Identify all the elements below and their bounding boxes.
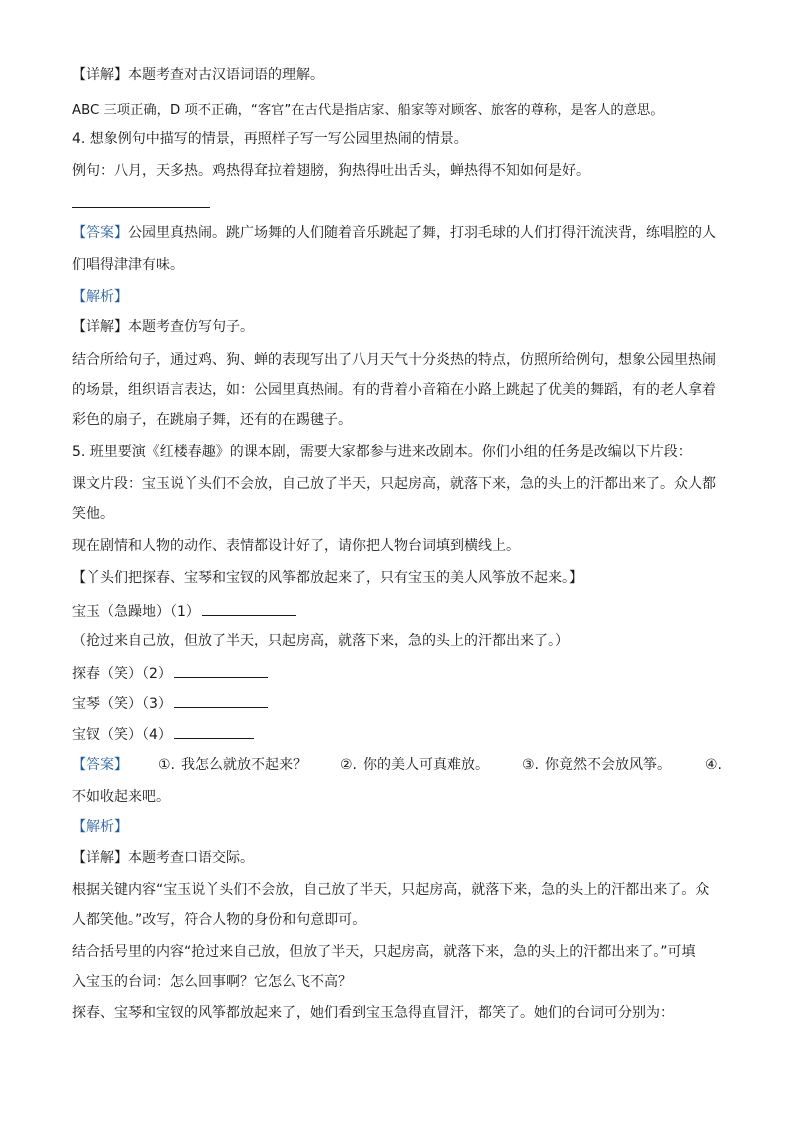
analysis-para-3: 彩色的扇子，在跳扇子舞，还有的在踢毽子。 <box>72 412 352 428</box>
analysis2-para-4: 入宝玉的台词：怎么回事啊？它怎么飞不高？ <box>72 974 352 990</box>
example-sentence: 例句：八月，天多热。鸡热得耷拉着翅膀，狗热得吐出舌头，蝉热得不知如何是好。 <box>72 163 590 179</box>
answer-label: 【答案】 <box>72 225 128 241</box>
analysis2-para-2: 人都笑他。”改写，符合人物的身份和句意即可。 <box>72 912 367 928</box>
line-baoqin: 宝琴（笑）（3） <box>72 693 732 713</box>
answer-line-5: 【答案】 ①. 我怎么就放不起来？ ②. 你的美人可真难放。 ③. 你竟然不会放风筝。 ④. <box>72 757 723 773</box>
answer-item-3: ③. 你竟然不会放风筝。 <box>522 757 672 773</box>
analysis2-para-1: 根据关键内容“宝玉说丫头们不会放，自己放了半天，只起房高，就落下来，急的头上的汗都出来了。众 <box>72 882 710 898</box>
detail-line-3: 【详解】本题考查口语交际。 <box>72 850 254 866</box>
text-excerpt-2: 笑他。 <box>72 506 114 522</box>
answer-line-1: 【答案】公园里真热闹。跳广场舞的人们随着音乐跳起了舞，打羽毛球的人们打得汗流浃背，练唱腔的人 <box>72 225 716 241</box>
analysis2-para-5: 探春、宝琴和宝钗的风筝都放起来了，她们看到宝玉急得直冒汗，都笑了。她们的台词可分别为： <box>72 1005 674 1021</box>
answer-item-4: ④. <box>705 757 723 773</box>
fill-blank-4[interactable] <box>174 724 254 739</box>
text-excerpt-1: 课文片段：宝玉说丫头们不会放，自己放了半天，只起房高，就落下来，急的头上的汗都出来了。众人都 <box>72 476 716 492</box>
instruction-line: 现在剧情和人物的动作、表情都设计好了，请你把人物台词填到横线上。 <box>72 538 520 554</box>
answer-blank-line <box>72 207 210 208</box>
stage-direction-1: 【丫头们把探春、宝琴和宝钗的风筝都放起来了，只有宝玉的美人风筝放不起来。】 <box>72 570 583 586</box>
question-4: 4. 想象例句中描写的情景，再照样子写一写公园里热闹的情景。 <box>72 131 468 147</box>
line-baoyu: 宝玉（急躁地）（1） <box>72 601 732 621</box>
stage-direction-2: （抢过来自己放，但放了半天，只起房高，就落下来，急的头上的汗都出来了。） <box>72 633 569 649</box>
fill-blank-2[interactable] <box>174 663 268 678</box>
fill-blank-3[interactable] <box>174 693 268 708</box>
analysis-heading: 【解析】 <box>72 289 128 305</box>
fill-blank-1[interactable] <box>202 601 296 616</box>
answer-line-2: 们唱得津津有味。 <box>72 257 184 273</box>
detail-label: 【详解】 <box>72 67 128 83</box>
detail-line-2: 【详解】本题考查仿写句子。 <box>72 319 254 335</box>
explanation-line: ABC 三项正确，D 项不正确，“客官”在古代是指店家、船家等对顾客、旅客的尊称，是客人的意思。 <box>72 103 664 118</box>
detail-line-1: 【详解】本题考查对古汉语词语的理解。 <box>72 67 324 83</box>
analysis-para-2: 的场景，组织语言表达，如：公园里真热闹。有的背着小音箱在小路上跳起了优美的舞蹈，有的老人拿着 <box>72 382 716 398</box>
analysis-heading-2: 【解析】 <box>72 819 128 835</box>
analysis2-para-3: 结合括号里的内容“抢过来自己放，但放了半天，只起房高，就落下来，急的头上的汗都出来了。”可填 <box>72 944 696 960</box>
answer-line-5-cont: 不如收起来吧。 <box>72 789 170 805</box>
line-baochai: 宝钗（笑）（4） <box>72 724 732 744</box>
answer-item-1: ①. 我怎么就放不起来？ <box>158 757 308 773</box>
question-5: 5. 班里要演《红楼春趣》的课本剧，需要大家都参与进来改剧本。你们小组的任务是改编以下片段： <box>72 444 692 460</box>
line-tanchun: 探春（笑）（2） <box>72 663 732 683</box>
analysis-para-1: 结合所给句子，通过鸡、狗、蝉的表现写出了八月天气十分炎热的特点，仿照所给例句，想象公园里热闹 <box>72 352 716 368</box>
answer-item-2: ②. 你的美人可真难放。 <box>340 757 490 773</box>
